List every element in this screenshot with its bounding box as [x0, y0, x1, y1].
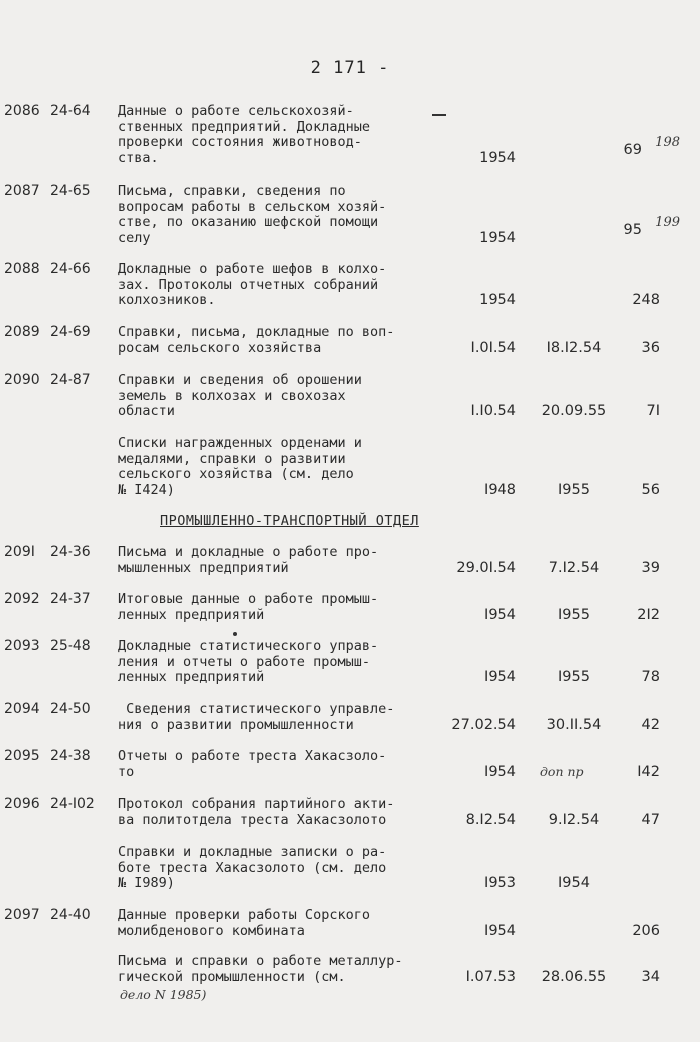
- entry-description: Справки и сведения об орошении земель в колхозах и свохозах области: [118, 372, 362, 419]
- entry-end-date: 20.09.55: [541, 403, 607, 419]
- entry-start-date: I954: [484, 763, 516, 780]
- entry-code: 24-87: [50, 372, 91, 388]
- entry-sheet-count: 69: [623, 141, 642, 158]
- entry-description: Докладные статистического управ- ления и отчеты о работе промыш- ленных предприятий: [118, 638, 379, 685]
- entry-code: 24-65: [50, 183, 91, 199]
- entry-description: Справки и докладные записки о ра- боте треста Хакасзолото (см. дело № I989): [118, 844, 387, 891]
- entry-sheet-count: 34: [641, 968, 660, 985]
- entry-number: 2097: [4, 907, 40, 923]
- entry-start-date: I954: [484, 669, 516, 685]
- entry-description: Протокол собрания партийного акти- ва политотдела треста Хакасзолото: [118, 796, 395, 828]
- entry-end-date: 30.II.54: [546, 716, 602, 733]
- entry-end-date: I955: [558, 606, 590, 623]
- handwritten-end-note: доп пр: [540, 763, 584, 779]
- entry-number: 2093: [4, 638, 40, 654]
- entry-start-date: 27.02.54: [451, 716, 516, 733]
- entry-code: 24-36: [50, 544, 91, 560]
- entry-code: 24-50: [50, 701, 91, 717]
- entry-start-date: I.07.53: [465, 968, 516, 985]
- entry-code: 24-40: [50, 907, 91, 923]
- entry-start-date: 1954: [479, 229, 516, 246]
- entry-start-date: I954: [484, 606, 516, 623]
- entry-start-date: I948: [484, 481, 516, 498]
- entry-code: 24-I02: [50, 796, 95, 812]
- entry-sheet-count: 248: [632, 292, 660, 308]
- entry-code: 24-37: [50, 591, 91, 607]
- entry-number: 2088: [4, 261, 40, 277]
- entry-code: 24-64: [50, 103, 91, 119]
- entry-description: Сведения статистического управле- ния о развитии промышленности: [118, 701, 395, 733]
- entry-start-date: I953: [484, 875, 516, 891]
- entry-description: Письма, справки, сведения по вопросам работы в сельском хозяй- стве, по оказанию шефской помощи селу: [118, 183, 387, 246]
- entry-end-date: 7.I2.54: [548, 559, 600, 576]
- handwritten-sheet-number: 198: [655, 134, 680, 150]
- entry-sheet-count: 42: [641, 716, 660, 733]
- entry-description: Справки, письма, докладные по воп- росам сельского хозяйства: [118, 324, 395, 356]
- entry-number: 2090: [4, 372, 40, 388]
- entry-end-date: 9.I2.54: [548, 811, 600, 828]
- entry-end-date: I954: [558, 875, 590, 891]
- entry-description: Данные о работе сельскохозяй- ственных предприятий. Докладные проверки состояния животновод- ства.: [118, 103, 370, 166]
- entry-number: 2095: [4, 748, 40, 764]
- entry-sheet-count: 7I: [646, 403, 660, 419]
- entry-sheet-count: 36: [641, 339, 660, 356]
- entry-description: Отчеты о работе треста Хакасзоло- то: [118, 748, 387, 780]
- entry-description: Докладные о работе шефов в колхо- зах. Протоколы отчетных собраний колхозников.: [118, 261, 387, 308]
- entry-number: 2092: [4, 591, 40, 607]
- entry-end-date: I8.I2.54: [546, 339, 602, 356]
- entry-end-date: 28.06.55: [541, 968, 607, 985]
- section-title: ПРОМЫШЛЕННО-ТРАНСПОРТНЫЙ ОТДЕЛ: [160, 513, 419, 529]
- handwritten-sheet-number: 199: [655, 214, 680, 230]
- entry-start-date: I954: [484, 922, 516, 939]
- entry-sheet-count: 78: [641, 669, 660, 685]
- entry-start-date: 29.0I.54: [456, 559, 516, 576]
- entry-description: Данные проверки работы Сорского молибденового комбината: [118, 907, 370, 939]
- entry-sheet-count: 2I2: [637, 606, 660, 623]
- entry-end-date: I955: [558, 669, 590, 685]
- entry-sheet-count: 206: [632, 922, 660, 939]
- entry-sheet-count: 47: [641, 811, 660, 828]
- entry-description: Письма и докладные о работе про- мышленных предприятий: [118, 544, 379, 576]
- entry-number: 2087: [4, 183, 40, 199]
- entry-number: 209I: [4, 544, 35, 560]
- entry-number: 2096: [4, 796, 40, 812]
- entry-sheet-count: I42: [637, 763, 660, 780]
- entry-code: 24-38: [50, 748, 91, 764]
- entry-number: 2089: [4, 324, 40, 340]
- handwritten-reference: дело N 1985): [120, 987, 207, 1002]
- entry-number: 2086: [4, 103, 40, 119]
- entry-description: Письма и справки о работе металлур- гической промышленности (см.: [118, 953, 403, 985]
- entry-code: 25-48: [50, 638, 91, 654]
- entry-start-date: I.I0.54: [470, 403, 516, 419]
- entry-start-date: I.0I.54: [470, 339, 516, 356]
- entry-code: 24-69: [50, 324, 91, 340]
- entry-sheet-count: 39: [641, 559, 660, 576]
- entry-start-date: 1954: [479, 149, 516, 166]
- entry-code: 24-66: [50, 261, 91, 277]
- entry-description: Итоговые данные о работе промыш- ленных предприятий: [118, 591, 379, 623]
- ink-dot: [233, 632, 237, 636]
- entry-start-date: 8.I2.54: [465, 811, 516, 828]
- entry-sheet-count: 56: [641, 481, 660, 498]
- entry-sheet-count: 95: [623, 221, 642, 238]
- page-number: 2 171 -: [310, 58, 390, 78]
- entry-end-date: I955: [558, 481, 590, 498]
- entry-number: 2094: [4, 701, 40, 717]
- entry-start-date: 1954: [479, 292, 516, 308]
- entry-description: Списки награжденных орденами и медалями, справки о развитии сельского хозяйства (см. дело № I424): [118, 435, 362, 498]
